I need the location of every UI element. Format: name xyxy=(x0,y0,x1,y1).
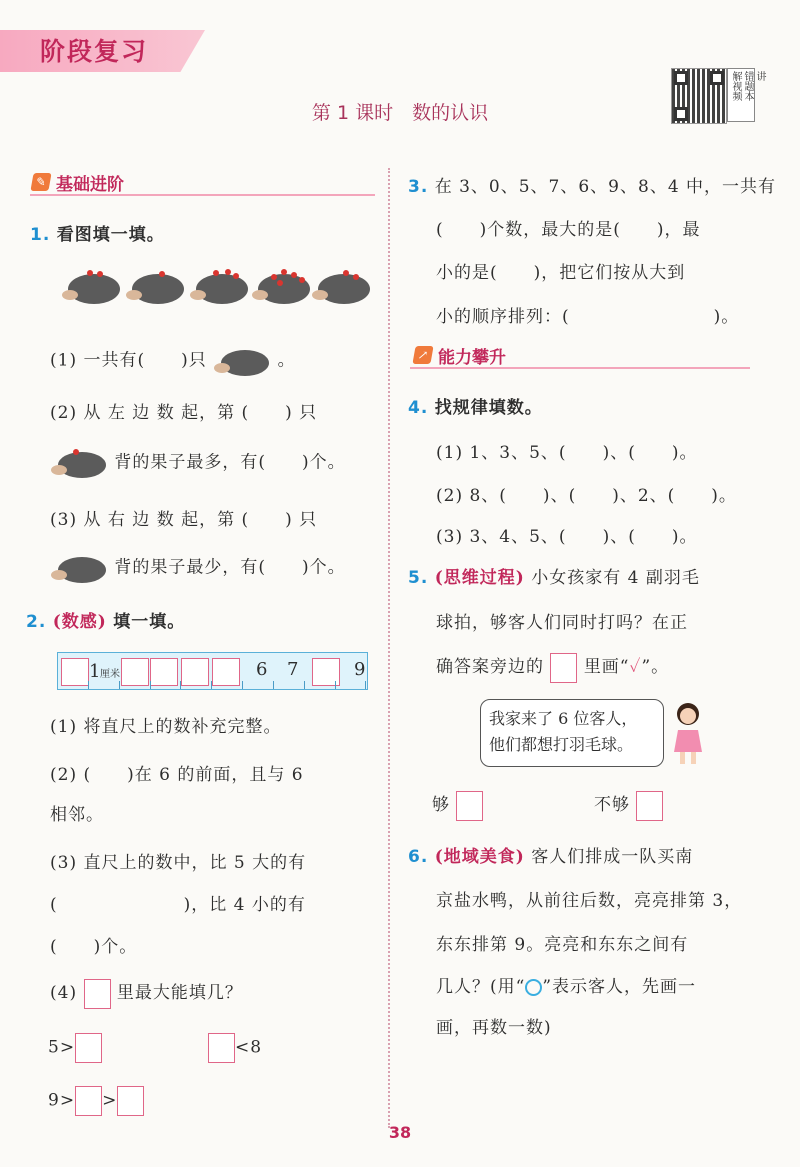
q2-p4-text: 里最大能填几？ xyxy=(116,983,243,1003)
question-number: 5. xyxy=(408,568,429,588)
question-tag: (地域美食) xyxy=(434,847,525,867)
ruler-number-7: 7 xyxy=(287,659,299,680)
compare-1 xyxy=(48,1033,102,1063)
hedgehog-icon xyxy=(50,550,108,586)
girl-illustration xyxy=(670,700,706,768)
q6-text: 客人们排成一队买南 xyxy=(531,847,694,867)
q1-part-2b xyxy=(50,445,346,481)
question-3-line-1 xyxy=(408,172,776,197)
answer-box[interactable] xyxy=(636,791,663,821)
compare-text: 5> xyxy=(48,1037,76,1058)
hedgehog-icon xyxy=(213,343,271,379)
ruler-blank-box[interactable] xyxy=(150,658,178,686)
q1-part-1 xyxy=(50,343,296,379)
check-icon: ✓ xyxy=(629,657,642,677)
q2-part-4 xyxy=(50,978,243,1009)
q2-part-1: (1) 将直尺上的数补充完整。 xyxy=(50,717,282,737)
hedgehog-2 xyxy=(126,271,184,304)
qr-label xyxy=(727,68,765,122)
circle-icon xyxy=(525,979,542,996)
speech-line: 我家来了 6 位客人， xyxy=(489,709,638,728)
banner-title: 阶段复习 xyxy=(40,37,149,66)
q2-part-2b: 相邻。 xyxy=(50,805,104,825)
q5-text: ”。 xyxy=(641,657,670,677)
question-tag: (数感) xyxy=(52,612,107,632)
answer-box[interactable] xyxy=(208,1033,235,1063)
hedgehog-4 xyxy=(252,269,310,304)
question-prompt: 找规律填数。 xyxy=(434,398,543,418)
question-6-line-2: 京盐水鸭，从前往后数，亮亮排第 3， xyxy=(436,891,743,911)
ruler xyxy=(57,652,368,690)
question-3-line-2: ( )个数，最大的是( )，最 xyxy=(436,220,701,240)
option-not-enough xyxy=(594,790,663,821)
question-5-line-3 xyxy=(436,652,669,683)
q5-text: 小女孩家有 4 副羽毛 xyxy=(531,568,700,588)
question-number: 1. xyxy=(30,225,51,245)
ruler-number-9: 9 xyxy=(354,659,366,680)
hedgehog-1 xyxy=(62,270,120,304)
question-1-title xyxy=(30,220,165,245)
question-3-line-4: 小的顺序排列：( )。 xyxy=(436,307,740,327)
speech-bubble xyxy=(480,699,664,767)
question-6-line-3: 东东排第 9。亮亮和东东之间有 xyxy=(436,935,689,955)
question-5-line-2: 球拍，够客人们同时打吗？在正 xyxy=(436,613,688,633)
qr-corner-mark xyxy=(674,107,688,121)
ruler-blank-box[interactable] xyxy=(181,658,209,686)
ruler-tick xyxy=(273,681,274,689)
question-6-line-1 xyxy=(408,842,693,867)
compare-text: 9> xyxy=(48,1090,76,1111)
ruler-blank-box[interactable] xyxy=(121,658,149,686)
q5-text: 里画“ xyxy=(583,657,630,677)
qr-label-line: 错题本 xyxy=(742,71,753,101)
ruler-blank-box[interactable] xyxy=(61,658,89,686)
option-enough xyxy=(432,790,483,821)
hedgehog-3 xyxy=(190,269,248,304)
q1-part-3: (3) 从 右 边 数 起，第 ( ) 只 xyxy=(50,510,318,530)
qr-label-line: 解视频 xyxy=(730,71,741,101)
q4-part-1: (1) 1、3、5、( )、( )。 xyxy=(436,443,698,463)
question-3-line-3: 小的是( )，把它们按从大到 xyxy=(436,263,686,283)
question-5-line-1 xyxy=(408,563,700,588)
q1-part-3b xyxy=(50,550,346,586)
question-6-line-4 xyxy=(436,972,696,997)
ruler-number-6: 6 xyxy=(256,659,268,680)
question-2-title xyxy=(26,607,185,632)
hedgehog-row xyxy=(62,263,372,311)
ruler-tick xyxy=(88,681,89,689)
question-number: 3. xyxy=(408,177,429,197)
speech-line: 他们都想打羽毛球。 xyxy=(489,735,634,754)
q1-p2b-text: 背的果子最多，有( )个。 xyxy=(114,452,346,473)
hedgehog-icon xyxy=(50,445,108,481)
question-number: 6. xyxy=(408,847,429,867)
option-label: 够 xyxy=(432,795,450,815)
climb-icon: ↗ xyxy=(412,346,433,364)
qr-corner-mark xyxy=(674,71,688,85)
section-underline xyxy=(30,194,375,196)
q6-text: ”表示客人，先画一 xyxy=(542,977,697,997)
answer-box[interactable] xyxy=(75,1033,102,1063)
ruler-tick xyxy=(150,681,151,689)
q2-part-3c: ( )个。 xyxy=(50,937,138,957)
q1-p1-end: 。 xyxy=(277,350,296,371)
q4-part-3: (3) 3、4、5、( )、( )。 xyxy=(436,527,698,547)
qr-corner-mark xyxy=(710,71,724,85)
qr-label-line: 讲 xyxy=(754,71,765,81)
question-prompt: 填一填。 xyxy=(113,612,186,632)
compare-text: > xyxy=(102,1090,118,1111)
question-number: 2. xyxy=(26,612,47,632)
section-title-advance: 能力攀升 xyxy=(438,348,506,368)
section-underline xyxy=(410,367,750,369)
answer-box-sample xyxy=(550,653,577,683)
question-number: 4. xyxy=(408,398,429,418)
pencil-icon: ✎ xyxy=(30,173,51,191)
compare-2 xyxy=(208,1033,262,1063)
ruler-tick xyxy=(180,681,181,689)
answer-box[interactable] xyxy=(117,1086,144,1116)
lesson-title: 第 1 课时 数的认识 xyxy=(311,102,489,124)
ruler-tick xyxy=(211,681,212,689)
q1-part-2: (2) 从 左 边 数 起，第 ( ) 只 xyxy=(50,403,318,423)
q5-text: 确答案旁边的 xyxy=(436,657,544,677)
q4-part-2: (2) 8、( )、( )、2、( )。 xyxy=(436,486,737,506)
qr-code[interactable] xyxy=(671,68,727,124)
q2-part-2a: (2) ( )在 6 的前面，且与 6 xyxy=(50,765,304,785)
question-tag: (思维过程) xyxy=(434,568,525,588)
ruler-blank-box[interactable] xyxy=(212,658,240,686)
answer-box[interactable] xyxy=(456,791,483,821)
hedgehog-5 xyxy=(312,270,370,304)
ruler-tick xyxy=(365,681,366,689)
answer-box[interactable] xyxy=(75,1086,102,1116)
q6-text: 几人？(用“ xyxy=(436,977,526,997)
compare-text: <8 xyxy=(235,1037,263,1058)
compare-3 xyxy=(48,1086,144,1116)
ruler-tick xyxy=(304,681,305,689)
section-title-basic: 基础进阶 xyxy=(56,175,124,195)
ruler-tick xyxy=(119,681,120,689)
column-divider xyxy=(388,168,390,1128)
q3-text: 在 3、0、5、7、6、9、8、4 中，一共有 xyxy=(434,177,777,197)
q2-p4-label: (4) xyxy=(50,983,78,1003)
q2-part-3a: (3) 直尺上的数中，比 5 大的有 xyxy=(50,853,307,873)
page-number: 38 xyxy=(388,1123,412,1142)
answer-box[interactable] xyxy=(84,979,111,1009)
q1-p3b-text: 背的果子最少，有( )个。 xyxy=(114,557,346,578)
ruler-unit: 厘米 xyxy=(100,669,120,680)
ruler-number-1: 1 xyxy=(89,661,101,682)
ruler-tick xyxy=(242,681,243,689)
option-label: 不够 xyxy=(594,795,630,815)
q1-p1-text: (1) 一共有( )只 xyxy=(50,350,207,371)
q2-part-3b: ( )，比 4 小的有 xyxy=(50,895,306,915)
question-4-title xyxy=(408,393,543,418)
question-prompt: 看图填一填。 xyxy=(56,225,165,245)
ruler-tick xyxy=(335,681,336,689)
question-6-line-5: 画，再数一数) xyxy=(436,1018,552,1038)
